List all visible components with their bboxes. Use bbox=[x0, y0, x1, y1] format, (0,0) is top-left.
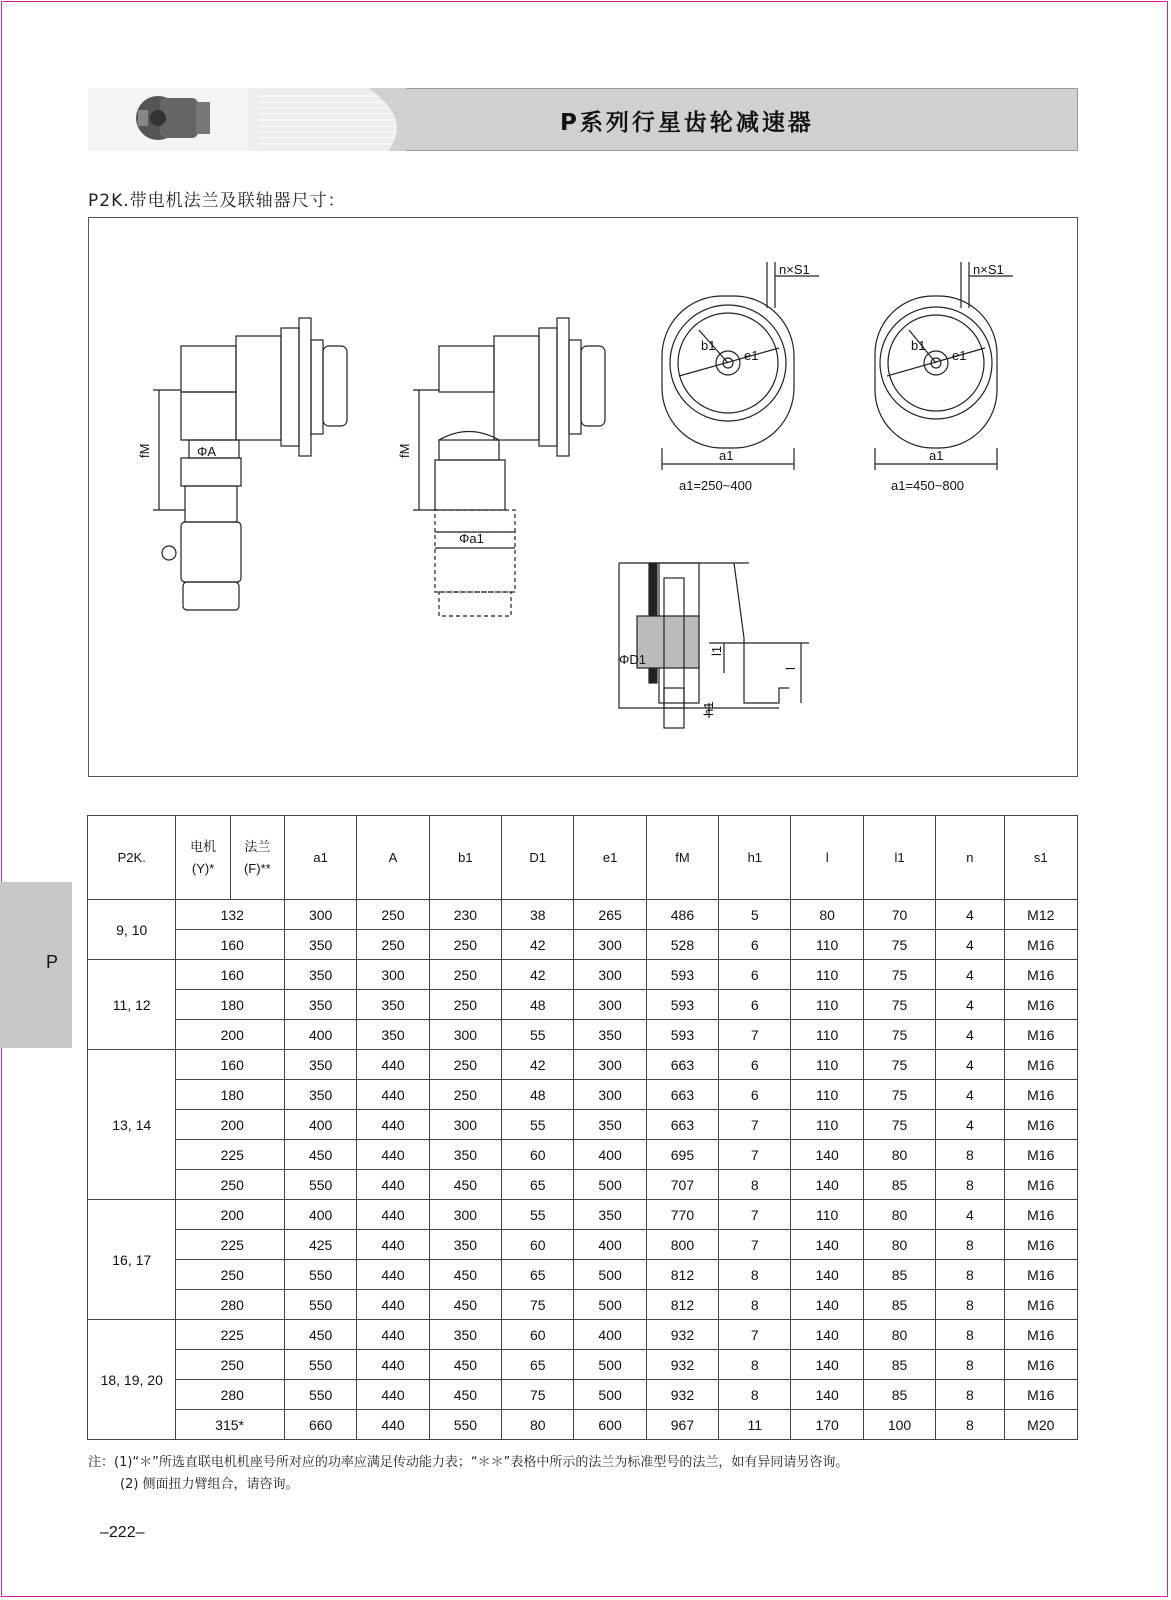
table-cell: 500 bbox=[574, 1260, 646, 1290]
table-cell: 300 bbox=[357, 960, 429, 990]
table-cell: M16 bbox=[1004, 1050, 1077, 1080]
table-cell: 450 bbox=[429, 1350, 501, 1380]
footnotes bbox=[88, 1452, 848, 1496]
table-cell: 80 bbox=[502, 1410, 574, 1440]
table-cell: 550 bbox=[284, 1380, 356, 1410]
table-cell: 400 bbox=[284, 1110, 356, 1140]
side-tab-letter: P bbox=[46, 952, 59, 972]
table-cell: 660 bbox=[284, 1410, 356, 1440]
model-group-cell: 9, 10 bbox=[88, 900, 176, 960]
table-cell: 6 bbox=[719, 1050, 791, 1080]
table-cell: 75 bbox=[863, 930, 935, 960]
table-cell: 65 bbox=[502, 1260, 574, 1290]
table-row bbox=[88, 1020, 1078, 1050]
table-cell: M16 bbox=[1004, 1380, 1077, 1410]
table-cell: 350 bbox=[357, 1020, 429, 1050]
table-cell: 440 bbox=[357, 1200, 429, 1230]
table-cell: 80 bbox=[863, 1320, 935, 1350]
table-cell: 8 bbox=[936, 1290, 1004, 1320]
table-cell: 110 bbox=[791, 960, 863, 990]
motor-frame-cell: 180 bbox=[176, 990, 285, 1020]
fm-label-1: fM bbox=[137, 443, 152, 458]
ns1-label-right: n×S1 bbox=[973, 262, 1004, 277]
table-cell: 110 bbox=[791, 990, 863, 1020]
table-cell: 440 bbox=[357, 1050, 429, 1080]
dimension-table bbox=[87, 815, 1078, 1440]
table-cell: M16 bbox=[1004, 1320, 1077, 1350]
col-A: A bbox=[357, 816, 429, 900]
table-row bbox=[88, 1410, 1078, 1440]
table-cell: 300 bbox=[429, 1110, 501, 1140]
col-l: l bbox=[791, 816, 863, 900]
a1-label-right: a1 bbox=[929, 448, 944, 463]
table-cell: 967 bbox=[646, 1410, 718, 1440]
l-label: l bbox=[783, 667, 798, 670]
page-title: P系列行星齿轮减速器 bbox=[560, 110, 814, 136]
table-cell: 400 bbox=[284, 1020, 356, 1050]
fm-label-2: fM bbox=[397, 443, 412, 458]
table-cell: 65 bbox=[502, 1170, 574, 1200]
table-cell: 500 bbox=[574, 1170, 646, 1200]
table-cell: 932 bbox=[646, 1350, 718, 1380]
table-cell: 42 bbox=[502, 1050, 574, 1080]
table-row bbox=[88, 1170, 1078, 1200]
table-cell: 48 bbox=[502, 1080, 574, 1110]
table-cell: M16 bbox=[1004, 1170, 1077, 1200]
table-cell: 140 bbox=[791, 1290, 863, 1320]
table-cell: M20 bbox=[1004, 1410, 1077, 1440]
table-cell: 140 bbox=[791, 1230, 863, 1260]
table-cell: 85 bbox=[863, 1170, 935, 1200]
table-cell: 100 bbox=[863, 1410, 935, 1440]
table-cell: 4 bbox=[936, 930, 1004, 960]
table-cell: 450 bbox=[284, 1320, 356, 1350]
table-cell: M16 bbox=[1004, 960, 1077, 990]
table-cell: 110 bbox=[791, 930, 863, 960]
table-cell: 48 bbox=[502, 990, 574, 1020]
table-cell: 450 bbox=[429, 1380, 501, 1410]
table-cell: 85 bbox=[863, 1260, 935, 1290]
table-cell: 5 bbox=[719, 900, 791, 930]
table-cell: 75 bbox=[502, 1290, 574, 1320]
motor-frame-cell: 250 bbox=[176, 1350, 285, 1380]
table-cell: M16 bbox=[1004, 1230, 1077, 1260]
table-cell: 440 bbox=[357, 1350, 429, 1380]
table-cell: M16 bbox=[1004, 1350, 1077, 1380]
table-cell: 8 bbox=[719, 1170, 791, 1200]
table-cell: M16 bbox=[1004, 990, 1077, 1020]
flange-view-large bbox=[875, 262, 1013, 470]
table-cell: M16 bbox=[1004, 1140, 1077, 1170]
table-cell: 707 bbox=[646, 1170, 718, 1200]
col-p2k: P2K. bbox=[88, 816, 176, 900]
table-cell: 500 bbox=[574, 1380, 646, 1410]
table-cell: 80 bbox=[863, 1230, 935, 1260]
table-cell: 8 bbox=[936, 1410, 1004, 1440]
table-cell: 265 bbox=[574, 900, 646, 930]
gearbox-product-image bbox=[88, 88, 406, 151]
table-cell: 8 bbox=[936, 1170, 1004, 1200]
table-cell: 440 bbox=[357, 1140, 429, 1170]
e1-label-right: e1 bbox=[952, 348, 967, 363]
h1-label: h1 bbox=[701, 701, 716, 716]
table-row bbox=[88, 1050, 1078, 1080]
table-cell: 440 bbox=[357, 1080, 429, 1110]
table-row bbox=[88, 1200, 1078, 1230]
table-cell: 400 bbox=[284, 1200, 356, 1230]
table-cell: 450 bbox=[429, 1170, 501, 1200]
col-h1: h1 bbox=[719, 816, 791, 900]
table-cell: 75 bbox=[863, 990, 935, 1020]
table-cell: 8 bbox=[719, 1380, 791, 1410]
motor-frame-cell: 225 bbox=[176, 1140, 285, 1170]
table-cell: 350 bbox=[284, 990, 356, 1020]
table-cell: 400 bbox=[574, 1140, 646, 1170]
table-cell: 6 bbox=[719, 930, 791, 960]
ns1-label-left: n×S1 bbox=[779, 262, 810, 277]
table-cell: 42 bbox=[502, 930, 574, 960]
table-cell: M12 bbox=[1004, 900, 1077, 930]
table-cell: 300 bbox=[429, 1020, 501, 1050]
table-cell: 85 bbox=[863, 1350, 935, 1380]
gearbox-motor-drawing-1 bbox=[153, 318, 347, 610]
table-cell: 486 bbox=[646, 900, 718, 930]
table-cell: 593 bbox=[646, 960, 718, 990]
motor-frame-cell: 200 bbox=[176, 1110, 285, 1140]
table-row bbox=[88, 1290, 1078, 1320]
table-cell: 350 bbox=[357, 990, 429, 1020]
table-cell: 60 bbox=[502, 1140, 574, 1170]
table-cell: M16 bbox=[1004, 930, 1077, 960]
motor-frame-cell: 250 bbox=[176, 1170, 285, 1200]
col-fM: fM bbox=[646, 816, 718, 900]
table-cell: 593 bbox=[646, 990, 718, 1020]
table-cell: 38 bbox=[502, 900, 574, 930]
table-cell: 440 bbox=[357, 1320, 429, 1350]
e1-label-left: e1 bbox=[744, 348, 759, 363]
table-cell: 250 bbox=[357, 900, 429, 930]
table-cell: 8 bbox=[936, 1320, 1004, 1350]
col-motor-title: 电机 bbox=[190, 838, 217, 854]
table-cell: 4 bbox=[936, 1050, 1004, 1080]
table-cell: 300 bbox=[429, 1200, 501, 1230]
table-cell: 932 bbox=[646, 1380, 718, 1410]
flange-view-small bbox=[662, 262, 819, 470]
model-group-cell: 11, 12 bbox=[88, 960, 176, 1050]
table-cell: 8 bbox=[936, 1230, 1004, 1260]
table-cell: 55 bbox=[502, 1020, 574, 1050]
section-title: P2K.带电机法兰及联轴器尺寸： bbox=[88, 191, 346, 211]
table-cell: 80 bbox=[863, 1200, 935, 1230]
table-cell: 60 bbox=[502, 1230, 574, 1260]
table-cell: 250 bbox=[357, 930, 429, 960]
table-cell: 528 bbox=[646, 930, 718, 960]
table-cell: 80 bbox=[791, 900, 863, 930]
table-cell: 8 bbox=[719, 1260, 791, 1290]
page-number: –222– bbox=[100, 1524, 145, 1541]
table-cell: 300 bbox=[574, 990, 646, 1020]
table-cell: 770 bbox=[646, 1200, 718, 1230]
table-cell: 250 bbox=[429, 930, 501, 960]
table-cell: 695 bbox=[646, 1140, 718, 1170]
table-cell: 440 bbox=[357, 1110, 429, 1140]
table-cell: 110 bbox=[791, 1020, 863, 1050]
motor-frame-cell: 280 bbox=[176, 1290, 285, 1320]
table-cell: 7 bbox=[719, 1110, 791, 1140]
table-row bbox=[88, 990, 1078, 1020]
table-cell: 300 bbox=[574, 960, 646, 990]
table-cell: 450 bbox=[429, 1290, 501, 1320]
table-body bbox=[88, 900, 1078, 1440]
col-e1: e1 bbox=[574, 816, 646, 900]
table-cell: 4 bbox=[936, 1080, 1004, 1110]
motor-frame-cell: 160 bbox=[176, 930, 285, 960]
table-cell: 8 bbox=[936, 1380, 1004, 1410]
table-cell: 440 bbox=[357, 1230, 429, 1260]
motor-frame-cell: 132 bbox=[176, 900, 285, 930]
table-cell: 8 bbox=[936, 1350, 1004, 1380]
table-cell: 300 bbox=[574, 930, 646, 960]
phi-a-label: ΦA bbox=[197, 444, 217, 459]
table-row bbox=[88, 1320, 1078, 1350]
table-cell: 350 bbox=[574, 1200, 646, 1230]
model-group-cell: 16, 17 bbox=[88, 1200, 176, 1320]
footnote-1: 注：(1)“＊”所选直联电机机座号所对应的功率应满足传动能力表；“＊＊”表格中所示的法兰为标准型号的法兰，如有异同请另咨询。 bbox=[88, 1455, 849, 1470]
table-cell: 7 bbox=[719, 1200, 791, 1230]
table-cell: 663 bbox=[646, 1080, 718, 1110]
table-cell: 250 bbox=[429, 990, 501, 1020]
table-cell: 400 bbox=[574, 1320, 646, 1350]
model-group-cell: 18, 19, 20 bbox=[88, 1320, 176, 1440]
table-cell: 6 bbox=[719, 1080, 791, 1110]
table-cell: 425 bbox=[284, 1230, 356, 1260]
table-cell: 75 bbox=[502, 1380, 574, 1410]
table-row bbox=[88, 930, 1078, 960]
table-cell: 440 bbox=[357, 1170, 429, 1200]
table-cell: 11 bbox=[719, 1410, 791, 1440]
table-cell: 663 bbox=[646, 1050, 718, 1080]
table-cell: 440 bbox=[357, 1380, 429, 1410]
b1-label-right: b1 bbox=[911, 338, 926, 353]
motor-frame-cell: 200 bbox=[176, 1020, 285, 1050]
table-cell: 6 bbox=[719, 990, 791, 1020]
table-cell: 65 bbox=[502, 1350, 574, 1380]
table-cell: 70 bbox=[863, 900, 935, 930]
motor-frame-cell: 160 bbox=[176, 960, 285, 990]
table-cell: M16 bbox=[1004, 1110, 1077, 1140]
table-cell: 500 bbox=[574, 1290, 646, 1320]
table-cell: 75 bbox=[863, 1050, 935, 1080]
table-cell: M16 bbox=[1004, 1020, 1077, 1050]
table-cell: 4 bbox=[936, 960, 1004, 990]
table-cell: 300 bbox=[574, 1080, 646, 1110]
motor-frame-cell: 315* bbox=[176, 1410, 285, 1440]
table-cell: 110 bbox=[791, 1110, 863, 1140]
table-cell: 85 bbox=[863, 1290, 935, 1320]
table-cell: 800 bbox=[646, 1230, 718, 1260]
col-D1: D1 bbox=[502, 816, 574, 900]
table-cell: 450 bbox=[284, 1140, 356, 1170]
model-group-cell: 13, 14 bbox=[88, 1050, 176, 1200]
motor-frame-cell: 225 bbox=[176, 1230, 285, 1260]
a1-label-left: a1 bbox=[719, 448, 734, 463]
table-cell: 85 bbox=[863, 1380, 935, 1410]
section-side-tab bbox=[0, 882, 72, 1048]
gearbox-motor-drawing-2 bbox=[413, 318, 605, 616]
table-cell: 4 bbox=[936, 1020, 1004, 1050]
table-cell: 932 bbox=[646, 1320, 718, 1350]
table-cell: M16 bbox=[1004, 1290, 1077, 1320]
table-row bbox=[88, 960, 1078, 990]
table-cell: 110 bbox=[791, 1080, 863, 1110]
table-cell: 350 bbox=[574, 1020, 646, 1050]
footnote-2: (2) 侧面扭力臂组合，请咨询。 bbox=[120, 1477, 299, 1492]
table-cell: 500 bbox=[574, 1350, 646, 1380]
b1-label-left: b1 bbox=[701, 338, 716, 353]
table-row bbox=[88, 1140, 1078, 1170]
table-cell: 550 bbox=[284, 1170, 356, 1200]
col-s1: s1 bbox=[1004, 816, 1077, 900]
table-cell: 7 bbox=[719, 1020, 791, 1050]
phi-a1-label: Φa1 bbox=[459, 531, 484, 546]
table-cell: 8 bbox=[719, 1290, 791, 1320]
col-flange-title: 法兰 bbox=[244, 838, 271, 854]
table-cell: 110 bbox=[791, 1200, 863, 1230]
col-motor-code: (Y)* bbox=[191, 860, 215, 876]
table-cell: 60 bbox=[502, 1320, 574, 1350]
table-cell: 812 bbox=[646, 1290, 718, 1320]
table-cell: 300 bbox=[574, 1050, 646, 1080]
table-cell: 230 bbox=[429, 900, 501, 930]
table-cell: M16 bbox=[1004, 1260, 1077, 1290]
table-cell: 80 bbox=[863, 1140, 935, 1170]
table-row bbox=[88, 1260, 1078, 1290]
a1-range-left: a1=250~400 bbox=[679, 478, 753, 493]
table-cell: 350 bbox=[284, 930, 356, 960]
table-cell: 4 bbox=[936, 900, 1004, 930]
col-b1: b1 bbox=[429, 816, 501, 900]
table-cell: 4 bbox=[936, 990, 1004, 1020]
table-cell: 4 bbox=[936, 1110, 1004, 1140]
motor-frame-cell: 250 bbox=[176, 1260, 285, 1290]
table-cell: 350 bbox=[284, 1050, 356, 1080]
col-l1: l1 bbox=[863, 816, 935, 900]
table-cell: 8 bbox=[719, 1350, 791, 1380]
table-cell: 7 bbox=[719, 1320, 791, 1350]
table-cell: 550 bbox=[284, 1290, 356, 1320]
table-cell: 350 bbox=[429, 1230, 501, 1260]
col-flange bbox=[230, 816, 284, 900]
table-cell: 250 bbox=[429, 1080, 501, 1110]
motor-frame-cell: 225 bbox=[176, 1320, 285, 1350]
table-row bbox=[88, 1380, 1078, 1410]
table-cell: M16 bbox=[1004, 1200, 1077, 1230]
table-cell: M16 bbox=[1004, 1080, 1077, 1110]
table-cell: 663 bbox=[646, 1110, 718, 1140]
col-flange-code: (F)** bbox=[243, 860, 271, 876]
table-cell: 600 bbox=[574, 1410, 646, 1440]
table-cell: 440 bbox=[357, 1260, 429, 1290]
motor-frame-cell: 160 bbox=[176, 1050, 285, 1080]
table-cell: 400 bbox=[574, 1230, 646, 1260]
table-cell: 300 bbox=[284, 900, 356, 930]
motor-frame-cell: 280 bbox=[176, 1380, 285, 1410]
table-cell: 350 bbox=[574, 1110, 646, 1140]
table-cell: 140 bbox=[791, 1380, 863, 1410]
motor-frame-cell: 200 bbox=[176, 1200, 285, 1230]
header-logo-area bbox=[88, 88, 406, 151]
table-cell: 75 bbox=[863, 960, 935, 990]
motor-frame-cell: 180 bbox=[176, 1080, 285, 1110]
col-a1: a1 bbox=[284, 816, 356, 900]
table-cell: 550 bbox=[284, 1260, 356, 1290]
table-cell: 170 bbox=[791, 1410, 863, 1440]
table-cell: 6 bbox=[719, 960, 791, 990]
table-cell: 250 bbox=[429, 1050, 501, 1080]
table-cell: 140 bbox=[791, 1350, 863, 1380]
table-cell: 140 bbox=[791, 1170, 863, 1200]
table-cell: 593 bbox=[646, 1020, 718, 1050]
table-cell: 550 bbox=[284, 1350, 356, 1380]
table-cell: 55 bbox=[502, 1110, 574, 1140]
table-row bbox=[88, 1230, 1078, 1260]
table-cell: 8 bbox=[936, 1140, 1004, 1170]
table-row bbox=[88, 900, 1078, 930]
table-row bbox=[88, 1110, 1078, 1140]
table-cell: 440 bbox=[357, 1290, 429, 1320]
table-cell: 350 bbox=[429, 1320, 501, 1350]
table-cell: 140 bbox=[791, 1320, 863, 1350]
table-cell: 75 bbox=[863, 1020, 935, 1050]
l1-label: l1 bbox=[709, 645, 724, 656]
table-row bbox=[88, 1080, 1078, 1110]
table-header-row bbox=[88, 816, 1078, 900]
table-cell: 140 bbox=[791, 1140, 863, 1170]
table-row bbox=[88, 1350, 1078, 1380]
table-cell: 350 bbox=[429, 1140, 501, 1170]
table-cell: 42 bbox=[502, 960, 574, 990]
a1-range-right: a1=450~800 bbox=[891, 478, 965, 493]
table-cell: 250 bbox=[429, 960, 501, 990]
table-cell: 350 bbox=[284, 960, 356, 990]
table-cell: 8 bbox=[936, 1260, 1004, 1290]
table-cell: 450 bbox=[429, 1260, 501, 1290]
table-cell: 75 bbox=[863, 1080, 935, 1110]
table-cell: 350 bbox=[284, 1080, 356, 1110]
table-cell: 7 bbox=[719, 1230, 791, 1260]
col-motor bbox=[176, 816, 230, 900]
table-cell: 140 bbox=[791, 1260, 863, 1290]
phi-d1-label: ΦD1 bbox=[619, 652, 646, 667]
table-cell: 55 bbox=[502, 1200, 574, 1230]
table-cell: 440 bbox=[357, 1410, 429, 1440]
table-cell: 550 bbox=[429, 1410, 501, 1440]
table-cell: 110 bbox=[791, 1050, 863, 1080]
table-cell: 4 bbox=[936, 1200, 1004, 1230]
technical-drawing bbox=[88, 217, 1078, 777]
table-cell: 7 bbox=[719, 1140, 791, 1170]
table-cell: 75 bbox=[863, 1110, 935, 1140]
col-n: n bbox=[936, 816, 1004, 900]
table-cell: 812 bbox=[646, 1260, 718, 1290]
